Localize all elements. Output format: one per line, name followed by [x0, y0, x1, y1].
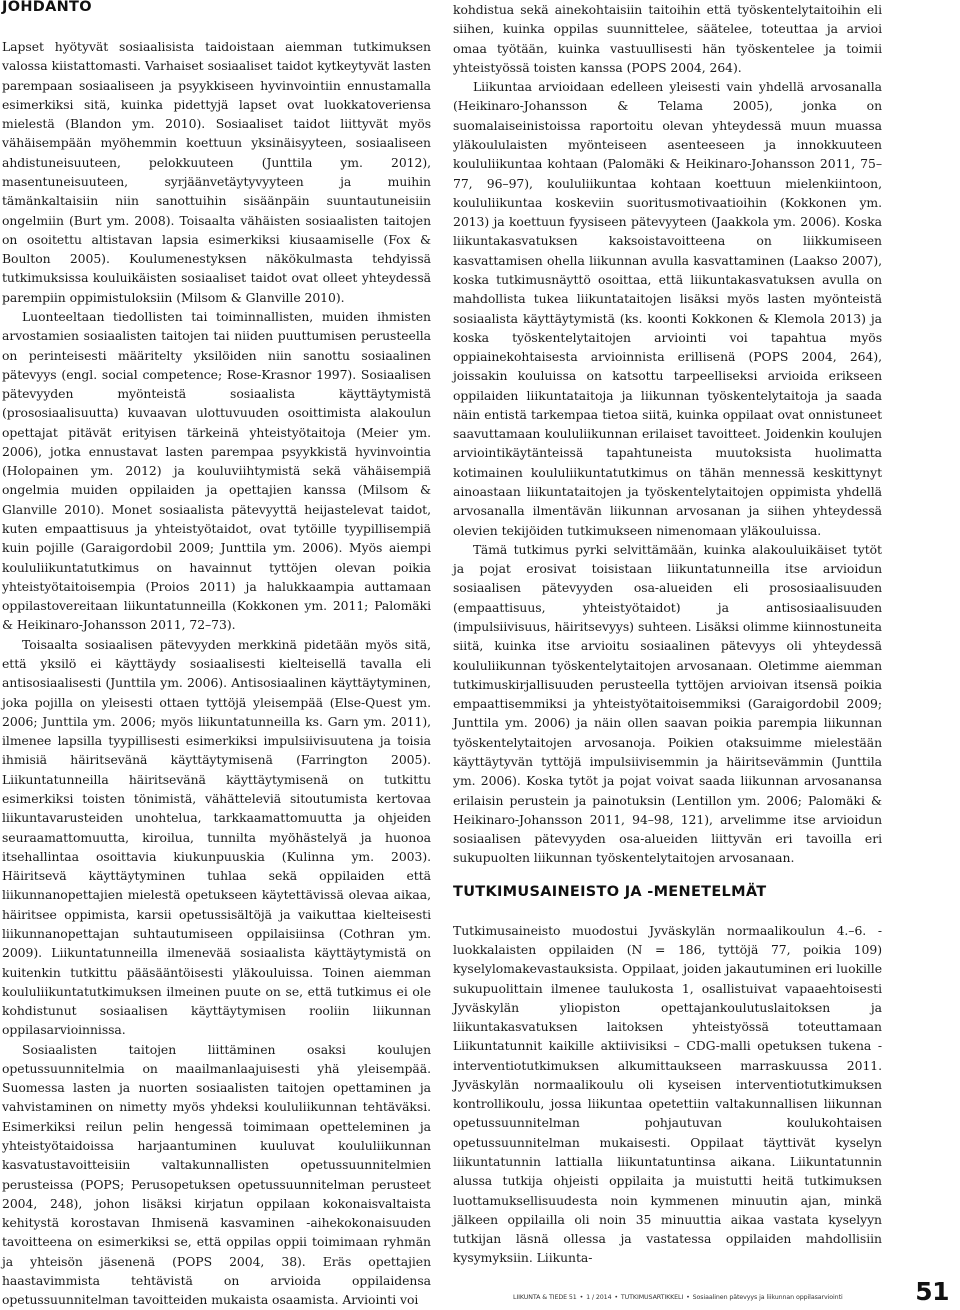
body-paragraph: Toisaalta sosiaalisen pätevyyden merkkinä pidetään myös sitä, että yksilö ei käyttäydy sosiaalisesti kielteisellä tavalla eli antisosiaalisesti (Junttila ym. 2006). Antisosiaalinen käyttäytyminen, joka pojilla on yleisesti ottaen tyttöjä yleisempää (Else-Quest ym. 2006; Junttila ym. 2006; myös liikuntatunneilla ks. Garn ym. 2011), ilmenee lapsilla tyypillisesti esimerkiksi impulsiivisuutena ja toisia ihmisiä häiritsevänä käyttäytymisenä (Farrington 2005). Liikuntatunneilla häiritsevänä käyttäytymisenä on tutkittu esimerkiksi toisten tönimistä, vähätteleviä sitoutumista kertovaa liikuntavarusteiden unohtelua, tarkkaamattomuutta ja ohjeiden seuraamattomuutta, kiroilua, tunnilta myöhästelyä ja huonoa itsehallintaa osoittavia kiukunpuuskia (Kulinna ym. 2003). Häiritsevä käyttäytyminen tuhlaa sekä oppilaiden että liikunnanopettajien mielestä opetukseen käytettävissä olevaa aikaa, häiritsee oppimista, karsii opetussisältöjä ja vaikuttaa kielteisesti liikunnanopettajan suhtautumiseen oppilaisiinsa (Cothran ym. 2009). Liikuntatunneilla ilmenevää sosiaalista käyttäytymistä on kuitenkin tutkittu pääsääntöisesti yläkouluissa. Toinen aiemman koululiikuntatutkimuksen ilmeinen puute on se, että tutkimus ei ole kohdistunut sosiaalisen käyttäytymisen rooliin liikunnan oppilasarvioinnissa.	[2, 636, 431, 1038]
body-paragraph: Sosiaalisten taitojen liittäminen osaksi koulujen opetussuunnitelmia on maailmanlaajuisesti yhä yleisempää. Suomessa lasten ja nuorten sosiaalisten taitojen opettaminen ja vahvistaminen on nimetty myös yhdeksi koululiikunnan tehtäväksi. Esimerkiksi reilun pelin hengessä toimimaan opetteleminen ja yhteistyötaidoissa harjaantuminen kuuluvat koululiikunnan kasvatustavoitteisiin valtakunnallisten opetussuunnitelmien perusteissa (POPS; Perusopetuksen opetussuunnitelman perusteet 2004, 248), johon lisäksi kirjatun oppilaan kokonaisvaltaista kehitystä korostavan Ihmisenä kasvaminen -aihekokonaisuuden tavoitteena on esimerkiksi se, että oppilas oppii toimimaan ryhmän ja yhteisön jäsenenä (POPS 2004, 38). Eräs opettajien haastavimmista tehtävistä on arvioida oppilaidensa opetussuunnitelman tavoitteiden mukaista osaamista. Arviointi voi	[2, 1041, 431, 1308]
body-paragraph: Tämä tutkimus pyrki selvittämään, kuinka alakouluikäiset tytöt ja pojat erosivat toisistaan liikuntatunneilla itse arvioidun sosiaalisen pätevyyden osa-alueiden eli prososiaalisuuden (empaattisuus, yhteistyötaidot) ja antisosiaalisuuden (impulsiivisuus, häiritsevyys) suhteen. Lisäksi olimme kiinnostuneita siitä, kuinka itse arvioitu sosiaalinen pätevyys oli yhteydessä koululiikunnan työskentelytaitojen arvosanaan. Oletimme aiemman tutkimuskirjallisuuden perusteella tyttöjen arvioivan itsensä poikia empaattisemmiksi ja yhteistyötaitoisemmiksi (Garaigordobil 2009; Junttila ym. 2006) ja näin ollen saavan poikia parempia liikunnan työskentelytaitojen arvosanoja. Poikien otaksuimme mielestään käyttäytyvän tyttöjä impulsiivisemmin ja häiritsevämmin (Junttila ym. 2006). Koska tytöt ja pojat voivat saada liikunnan arvosanansa erilaisin perustein ja painotuksin (Lentillon ym. 2006; Palomäki & Heikinaro-Johansson 2011, 94–98, 121), arvelimme itse arvioidun sosiaalisen pätevyyden osa-alueiden liittyvän eri tavoilla eri sukupuolten liikunnan työskentelytaitojen arvosanaan.	[453, 541, 882, 866]
body-paragraph: Tutkimusaineisto muodostui Jyväskylän normaalikoulun 4.–6. -luokkalaisten oppilaiden (N = 186, tyttöjä 77, poikia 109) kyselylomakevastauksista. Oppilaat, joiden jakautuminen eri luokille sukupuolittain ilmenee taulukosta 1, osallistuivat vapaaehtoisesti Jyväskylän yliopiston opettajankoulutuslaitoksen ja liikuntakasvatuksen laitoksen yhteistyössä toteuttamaan Liikuntatunnit kaikille aktiivisiksi – CDG-malli opetuksen tukena -interventiotutkimuksen alkumittaukseen marraskuussa 2011. Jyväskylän normaalikoulu oli kyseisen interventiotutkimuksen kontrollikoulu, jossa liikuntaa opetettiin valtakunnallisen liikunnan opetussuunnitelman pohjautuvan koulukohtaisen opetussuunnitelman mukaisesti. Oppilaat täyttivät kyselyn liikuntatunnin lattialla liikuntatuntinsa aikana. Liikuntatunnin alussa tutkija ohjeisti oppilaita ja muistutti heitä tutkimuksen luottamuksellisuudesta noin kymmenen minuutin ajan, minkä jälkeen oppilailla oli noin 35 minuuttia aikaa vastata kyselyyn tutkijan läsnä ollessa ja vastatessa oppilaiden mahdollisiin kysymyksiin. Liikunta-	[453, 922, 882, 1266]
right-column	[453, 0, 882, 1268]
footer-issue: 1 / 2014	[586, 1294, 612, 1301]
left-column	[2, 0, 431, 1310]
page-number: 51	[915, 1277, 949, 1306]
footer-section: TUTKIMUSARTIKKELI	[620, 1294, 684, 1301]
section-heading-johdanto: JOHDANTO	[2, 0, 92, 15]
body-paragraph: kohdistua sekä ainekohtaisiin taitoihin että työskentelytaitoihin eli siihen, kuinka oppilas suunnittelee, säätelee, toteuttaa ja arvioi omaa työtään, kuinka vastuullisesti hän työskentelee ja toimii yhteistyössä toisten kanssa (POPS 2004, 264).	[453, 2, 882, 75]
footer-article-title: Sosiaalinen pätevyys ja liikunnan oppilasarviointi	[692, 1294, 843, 1301]
body-paragraph: Lapset hyötyvät sosiaalisista taidoistaan aiemman tutkimuksen valossa kiistattomasti. Varhaiset sosiaaliset taidot kytkeytyvät lasten parempaan sosiaaliseen ja psyykkiseen hyvinvointiin ennustamalla esimerkiksi sitä, kuinka pidettyjä lapset ovat luokkatoveriensa mielestä (Blandon ym. 2010). Sosiaaliset taidot liittyvät myös vähäisempään myöhemmin koettuun yksinäisyyteen, sosiaaliseen ahdistuneisuuteen, pelokkuuteen (Junttila ym. 2012), masentuneisuuteen, syrjäänvetäytyvyyteen ja muihin tämänkaltaisiin niin sanottuihin sisäänpäin suuntautuneisiin ongelmiin (Burt ym. 2008). Toisaalta vähäisten sosiaalisten taitojen on osoitettu altistavan lapsia esimerkiksi kiusaamiselle (Fox & Boulton 2005). Koulumenestyksen näkökulmasta tehdyissä tutkimuksissa kouluikäisten sosiaaliset taidot ovat olleet yhteydessä parempiin oppimistuloksiin (Milsom & Glanville 2010).	[2, 39, 431, 305]
footer-journal: LIIKUNTA & TIEDE 51	[513, 1294, 577, 1301]
body-paragraph: Luonteeltaan tiedollisten tai toiminnallisten, muiden ihmisten arvostamien sosiaalisten taitojen tai niiden puuttumisen perusteella on perinteisesti määritelty yksilöiden niin sanottu sosiaalinen pätevyys (engl. social competence; Rose-Krasnor 1997). Sosiaalisen pätevyyden myönteistä sosiaalista käyttäytymistä (prososiaalisuutta) kuvaavan ulottuvuuden osoittimista alakoulun opettajat pitävät erityisen tärkeinä yhteistyötaitoja (Meier ym. 2006), jotka ennustavat lasten parempaa psyykkistä hyvinvointia (Holopainen ym. 2012) ja kouluviihtymistä sekä vähäisempiä ongelmia muiden oppilaiden ja opettajien kanssa (Milsom & Glanville 2010). Monet sosiaalista pätevyyttä heijastelevat taidot, kuten empaattisuus ja yhteistyötaidot, ovat tytöille tyypillisempiä kuin pojille (Garaigordobil 2009; Junttila ym. 2006). Myös aiempi koululiikuntatutkimus on havainnut tyttöjen olevan poikia yhteistyötaitoisempia (Proios 2011) ja halukkaampia auttamaan oppilastovereitaan liikuntatunneilla (Kokkonen ym. 2011; Palomäki & Heikinaro-Johansson 2011, 72–73).	[2, 308, 431, 633]
section-heading-methods: TUTKIMUSAINEISTO JA -MENETELMÄT	[453, 883, 767, 900]
page-footer	[513, 1274, 953, 1304]
footer-separator: •	[684, 1294, 692, 1301]
footer-separator: •	[612, 1294, 620, 1301]
footer-separator: •	[577, 1294, 586, 1301]
body-paragraph: Liikuntaa arvioidaan edelleen yleisesti vain yhdellä arvosanalla (Heikinaro-Johansson & Telama 2005), jonka on suomalaiseinistoissa raportoitu olevan yhteydessä muun muassa yläkoululaisten myönteiseen asenteeseen ja innokkuuteen koululiikuntaa kohtaan (Palomäki & Heikinaro-Johansson 2011, 75–77, 96–97), koululiikuntaa kohtaan koettuun mielenkiintoon, koululiikuntaa koskeviin suoritusmotivaatioihin (Kokkonen ym. 2013) ja koettuun fyysiseen pätevyyteen (Jaakkola ym. 2006). Koska liikuntakasvatuksen kaksoistavoitteena on liikkumiseen kasvattamisen ohella liikunnan avulla kasvattaminen (Laakso 2007), koska tutkimusnäyttö osoittaa, että liikuntakasvatuksen avulla on mahdollista tukea liikuntataitojen lisäksi myös lasten myönteistä sosiaalista käyttäytymistä (ks. koonti Kokkonen & Klemola 2013) ja koska työskentelytaitojen arviointi voi tapahtua myös oppiainekohtaisesta arvioinnista erillisenä (POPS 2004, 264), joissakin kouluissa on katsottu tarpeelliseksi arvioida erikseen oppilaiden liikuntataitoja ja liikunnan työskentelytaitoja ja saada näin entistä tarkempaa tietoa siitä, kuinka oppilaat ovat onnistuneet saavuttamaan koululiikunnan erilaiset tavoitteet. Joidenkin koulujen arviointikäytänteissä tapahtuneista muutoksista huolimatta kotimainen koululiikuntatutkimus on tähän mennessä keskittynyt ainoastaan liikuntataitojen ja työskentelytaitojen oppimista yhdellä arvosanalla ilmentävän liikunnan arvosanan ja siihen yhteydessä olevien tekijöiden tutkimukseen nimenomaan yläkouluissa.	[453, 79, 882, 538]
footer-running-title	[513, 1294, 843, 1301]
